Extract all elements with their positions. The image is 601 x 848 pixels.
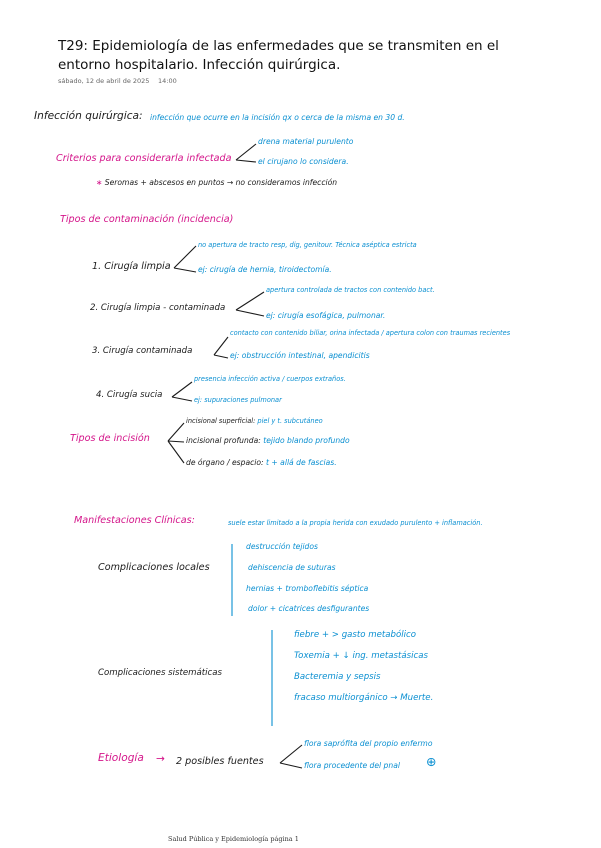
sistemica-item: Toxemia + ↓ ing. metastásicas <box>294 651 428 661</box>
page-footer: Salud Pública y Epidemiología página 1 <box>168 835 299 843</box>
page-date: sábado, 12 de abril de 2025 <box>58 77 150 85</box>
criterio-2: el cirujano lo considera. <box>258 157 349 166</box>
cirugia-contaminada-b1: contacto con contenido biliar, orina infectada / apertura colon con traumas recientes <box>230 329 511 337</box>
cirugia-limpia-b2: ej: cirugía de hernia, tiroidectomía. <box>198 265 332 274</box>
local-item: hernias + tromboflebitis séptica <box>246 584 369 593</box>
cirugia-sucia-label: 4. Cirugía sucia <box>96 390 163 400</box>
cirugia-limpia-contaminada-label: 2. Cirugía limpia - contaminada <box>90 303 226 313</box>
cirugia-sucia-b1: presencia infección activa / cuerpos extraños. <box>194 375 346 383</box>
cirugia-limpia-label: 1. Cirugía limpia <box>92 261 171 272</box>
cirugia-limpia-contaminada-b2: ej: cirugía esofágica, pulmonar. <box>266 311 386 320</box>
cirugia-limpia-b1: no apertura de tracto resp, dig, genitour. Técnica aséptica estricta <box>198 241 417 249</box>
cirugia-limpia-contaminada-b1: apertura controlada de tractos con contenido bact. <box>266 286 435 294</box>
page-title: T29: Epidemiología de las enfermedades que se transmiten en el entorno hospitalario. Infección quirúrgica. <box>58 38 499 73</box>
tipos-incision-heading: Tipos de incisión <box>70 433 150 444</box>
manifestaciones-heading: Manifestaciones Clínicas: <box>74 515 195 526</box>
page-time: 14:00 <box>158 77 177 85</box>
local-item: dehiscencia de suturas <box>248 563 336 572</box>
sistemica-item: fracaso multiorgánico → Muerte. <box>294 693 434 703</box>
sistemica-item: Bacteremia y sepsis <box>294 672 381 682</box>
circled-plus-icon: ⊕ <box>426 754 437 769</box>
asterisk-icon: ∗ <box>96 178 103 187</box>
tipos-contaminacion-heading: Tipos de contaminación (incidencia) <box>60 214 234 225</box>
complicaciones-sistemicas-label: Complicaciones sistemáticas <box>98 668 223 678</box>
manifestaciones-description: suele estar limitado a la propia herida con exudado purulento + inflamación. <box>228 519 483 527</box>
incision-organo: de órgano / espacio: t + allá de fascias. <box>186 458 337 467</box>
criterios-heading: Criterios para considerarla infectada <box>56 153 232 164</box>
criterio-1: drena material purulento <box>258 137 354 146</box>
cirugia-sucia-b2: ej: supuraciones pulmonar <box>194 396 282 404</box>
criterios-note: ∗ Seromas + abscesos en puntos → no consideramos infección <box>96 178 338 187</box>
sistemica-item: fiebre + > gasto metabólico <box>294 630 417 640</box>
incision-profunda: incisional profunda: tejido blando profundo <box>186 436 350 445</box>
cirugia-contaminada-b2: ej: obstrucción intestinal, apendicitis <box>230 351 370 360</box>
infeccion-definition: infección que ocurre en la incisión qx o cerca de la misma en 30 d. <box>150 113 405 122</box>
etiologia-arrow: → <box>156 753 165 765</box>
etiologia-fuente-2: flora procedente del pnal <box>304 761 400 770</box>
local-item: dolor + cicatrices desfigurantes <box>248 604 370 613</box>
incision-superficial: incisional superficial: piel y t. subcutáneo <box>186 417 323 425</box>
complicaciones-locales-label: Complicaciones locales <box>98 562 210 573</box>
local-item: destrucción tejidos <box>246 542 318 551</box>
infeccion-heading: Infección quirúrgica: <box>34 110 143 122</box>
etiologia-fuentes: 2 posibles fuentes <box>176 756 264 767</box>
etiologia-heading: Etiología <box>98 752 144 764</box>
cirugia-contaminada-label: 3. Cirugía contaminada <box>92 346 193 356</box>
etiologia-fuente-1: flora saprófita del propio enfermo <box>304 739 433 748</box>
